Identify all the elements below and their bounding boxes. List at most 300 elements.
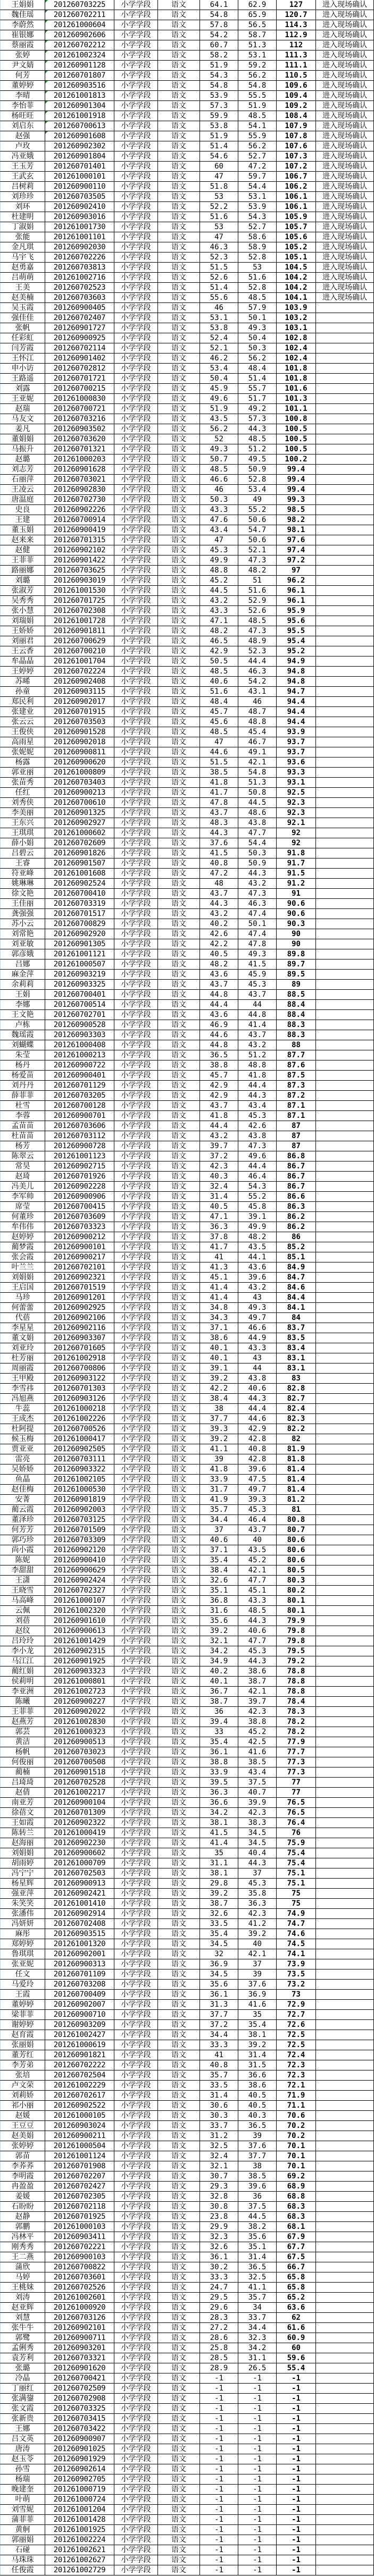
status-cell[interactable] [316, 2010, 374, 2020]
total-cell[interactable]: 76.4 [277, 1818, 316, 1828]
stage-cell[interactable]: 小学学段 [114, 535, 158, 545]
score1-cell[interactable]: 31.2 [200, 2131, 238, 2141]
score1-cell[interactable]: 32.8 [200, 2192, 238, 2202]
name-cell[interactable]: 王美 [1, 283, 45, 293]
stage-cell[interactable]: 小学学段 [114, 333, 158, 343]
stage-cell[interactable]: 小学学段 [114, 313, 158, 323]
subject-cell[interactable]: 语文 [158, 1828, 200, 1838]
subject-cell[interactable]: 语文 [158, 2081, 200, 2091]
subject-cell[interactable]: 语文 [158, 1757, 200, 1767]
stage-cell[interactable]: 小学学段 [114, 404, 158, 414]
status-cell[interactable] [316, 2283, 374, 2293]
status-cell[interactable] [316, 1848, 374, 1858]
score1-cell[interactable]: 44.4 [200, 1121, 238, 1131]
exam-id-cell[interactable]: 201260701605 [45, 1343, 114, 1353]
score2-cell[interactable]: 40.8 [238, 1444, 277, 1454]
exam-id-cell[interactable]: 201260902102 [45, 545, 114, 555]
score2-cell[interactable]: 42.3 [238, 1707, 277, 1717]
exam-id-cell[interactable]: 201261002427 [45, 2030, 114, 2040]
subject-cell[interactable]: 语文 [158, 2020, 200, 2030]
score1-cell[interactable]: 40.1 [200, 1677, 238, 1687]
stage-cell[interactable]: 小学学段 [114, 434, 158, 444]
exam-id-cell[interactable]: 201260902003 [45, 1505, 114, 1515]
status-cell[interactable] [316, 1161, 374, 1172]
name-cell[interactable]: 王豆豆 [1, 2121, 45, 2131]
score2-cell[interactable]: 32.3 [238, 2333, 277, 2343]
score2-cell[interactable]: -1 [238, 2485, 277, 2495]
score1-cell[interactable]: 43.2 [200, 1131, 238, 1141]
stage-cell[interactable]: 小学学段 [114, 616, 158, 626]
score1-cell[interactable]: 38.6 [200, 1333, 238, 1343]
exam-id-cell[interactable]: 201261000801 [45, 1677, 114, 1687]
name-cell[interactable]: 张新贵 [1, 2414, 45, 2424]
status-cell[interactable] [316, 2262, 374, 2272]
name-cell[interactable]: 郭亚丽 [1, 768, 45, 778]
status-cell[interactable] [316, 1798, 374, 1808]
score2-cell[interactable]: 50.1 [238, 313, 277, 323]
score1-cell[interactable]: 42.2 [200, 1384, 238, 1394]
total-cell[interactable]: 112 [277, 40, 316, 50]
exam-id-cell[interactable]: 201260701925 [45, 2212, 114, 2222]
subject-cell[interactable]: 语文 [158, 61, 200, 71]
score2-cell[interactable]: 48.6 [238, 808, 277, 818]
stage-cell[interactable]: 小学学段 [114, 2303, 158, 2313]
total-cell[interactable]: 90.6 [277, 899, 316, 909]
total-cell[interactable]: 106.2 [277, 182, 316, 192]
stage-cell[interactable]: 小学学段 [114, 2353, 158, 2363]
status-cell[interactable]: 进入现场确认 [316, 232, 374, 242]
status-cell[interactable]: 进入现场确认 [316, 172, 374, 182]
status-cell[interactable] [316, 1677, 374, 1687]
subject-cell[interactable]: 语文 [158, 1424, 200, 1434]
total-cell[interactable]: 91.2 [277, 879, 316, 889]
stage-cell[interactable]: 小学学段 [114, 1868, 158, 1879]
exam-id-cell[interactable]: 201260902001 [45, 1949, 114, 1959]
score1-cell[interactable]: 28.5 [200, 2353, 238, 2363]
total-cell[interactable]: 87.7 [277, 1050, 316, 1060]
total-cell[interactable]: 92.3 [277, 798, 316, 808]
total-cell[interactable]: 67.9 [277, 2232, 316, 2242]
score2-cell[interactable]: 54.3 [238, 1182, 277, 1192]
exam-id-cell[interactable]: 201260903019 [45, 576, 114, 586]
score1-cell[interactable]: 32 [200, 1949, 238, 1959]
exam-id-cell[interactable]: 201261000719 [45, 2485, 114, 2495]
total-cell[interactable]: 87.1 [277, 1101, 316, 1111]
name-cell[interactable]: 郭苗 [1, 2151, 45, 2161]
name-cell[interactable]: 刘环 [1, 202, 45, 212]
score1-cell[interactable]: 47 [200, 737, 238, 747]
name-cell[interactable]: 赵海丽 [1, 1838, 45, 1848]
score2-cell[interactable]: 62.9 [238, 0, 277, 10]
name-cell[interactable]: 强佳佳 [1, 313, 45, 323]
stage-cell[interactable]: 小学学段 [114, 2272, 158, 2283]
exam-id-cell[interactable]: 201260703208 [45, 1980, 114, 1990]
status-cell[interactable] [316, 414, 374, 424]
stage-cell[interactable]: 小学学段 [114, 91, 158, 101]
score2-cell[interactable]: 51.6 [238, 273, 277, 283]
score1-cell[interactable]: 32.6 [200, 1909, 238, 1919]
score2-cell[interactable]: 44.4 [238, 1404, 277, 1414]
stage-cell[interactable]: 小学学段 [114, 1515, 158, 1525]
status-cell[interactable] [316, 1030, 374, 1040]
score2-cell[interactable]: 45.3 [238, 1111, 277, 1121]
score1-cell[interactable]: 47.1 [200, 1212, 238, 1222]
subject-cell[interactable]: 语文 [158, 1363, 200, 1374]
exam-id-cell[interactable]: 201260902614 [45, 2464, 114, 2474]
total-cell[interactable]: 107.6 [277, 141, 316, 151]
subject-cell[interactable]: 语文 [158, 1959, 200, 1969]
score1-cell[interactable]: 41.4 [200, 1283, 238, 1293]
score2-cell[interactable]: 50.9 [238, 465, 277, 475]
total-cell[interactable]: 68.9 [277, 2182, 316, 2192]
total-cell[interactable]: 106.1 [277, 192, 316, 202]
score1-cell[interactable]: 30.3 [200, 2111, 238, 2121]
status-cell[interactable] [316, 1273, 374, 1283]
name-cell[interactable]: 马友文 [1, 414, 45, 424]
name-cell[interactable]: 杜建明 [1, 212, 45, 222]
status-cell[interactable] [316, 2384, 374, 2394]
total-cell[interactable]: 84.9 [277, 1262, 316, 1273]
exam-id-cell[interactable]: 201260900410 [45, 1555, 114, 1565]
score1-cell[interactable]: 40.1 [200, 1353, 238, 1363]
score1-cell[interactable]: 39 [200, 1454, 238, 1464]
status-cell[interactable] [316, 2091, 374, 2101]
score1-cell[interactable]: 40.5 [200, 1202, 238, 1212]
total-cell[interactable]: 92.5 [277, 788, 316, 798]
total-cell[interactable]: 97.2 [277, 555, 316, 566]
subject-cell[interactable]: 语文 [158, 1525, 200, 1535]
stage-cell[interactable]: 小学学段 [114, 525, 158, 535]
score2-cell[interactable]: 48.7 [238, 707, 277, 717]
stage-cell[interactable]: 小学学段 [114, 757, 158, 768]
total-cell[interactable]: 80.2 [277, 1586, 316, 1596]
status-cell[interactable] [316, 465, 374, 475]
exam-id-cell[interactable]: 201261000105 [45, 2111, 114, 2121]
stage-cell[interactable]: 小学学段 [114, 2050, 158, 2060]
stage-cell[interactable]: 小学学段 [114, 2373, 158, 2384]
stage-cell[interactable]: 小学学段 [114, 727, 158, 737]
total-cell[interactable]: 75.4 [277, 1848, 316, 1858]
score2-cell[interactable]: 49 [238, 495, 277, 505]
subject-cell[interactable]: 语文 [158, 1990, 200, 2000]
stage-cell[interactable]: 小学学段 [114, 1192, 158, 1202]
score1-cell[interactable]: 42.3 [200, 1161, 238, 1172]
status-cell[interactable] [316, 2242, 374, 2252]
total-cell[interactable]: 99.4 [277, 475, 316, 485]
stage-cell[interactable]: 小学学段 [114, 2010, 158, 2020]
stage-cell[interactable]: 小学学段 [114, 586, 158, 596]
exam-id-cell[interactable]: 201261001101 [45, 232, 114, 242]
total-cell[interactable]: 86.6 [277, 1192, 316, 1202]
total-cell[interactable]: 89.5 [277, 970, 316, 980]
score1-cell[interactable]: 36 [200, 1707, 238, 1717]
name-cell[interactable]: 蔺梦霞 [1, 1242, 45, 1252]
exam-id-cell[interactable]: 201261000504 [45, 2141, 114, 2151]
exam-id-cell[interactable]: 201260900701 [45, 1111, 114, 1121]
stage-cell[interactable]: 小学学段 [114, 2141, 158, 2151]
status-cell[interactable] [316, 1747, 374, 1757]
subject-cell[interactable]: 语文 [158, 1141, 200, 1151]
stage-cell[interactable]: 小学学段 [114, 2545, 158, 2555]
score2-cell[interactable]: 51.7 [238, 394, 277, 404]
score1-cell[interactable]: 33.5 [200, 2081, 238, 2091]
status-cell[interactable] [316, 747, 374, 757]
exam-id-cell[interactable]: 201261001429 [45, 1636, 114, 1646]
total-cell[interactable]: -1 [277, 2444, 316, 2454]
score1-cell[interactable]: 40.6 [200, 1535, 238, 1545]
stage-cell[interactable]: 小学学段 [114, 1606, 158, 1616]
subject-cell[interactable]: 语文 [158, 2202, 200, 2212]
status-cell[interactable] [316, 798, 374, 808]
total-cell[interactable]: -1 [277, 2414, 316, 2424]
exam-id-cell[interactable]: 201260700410 [45, 889, 114, 899]
subject-cell[interactable]: 语文 [158, 303, 200, 313]
name-cell[interactable]: 张婷婷 [1, 2141, 45, 2151]
status-cell[interactable]: 进入现场确认 [316, 293, 374, 303]
subject-cell[interactable]: 语文 [158, 1020, 200, 1030]
score2-cell[interactable]: 43.5 [238, 1545, 277, 1555]
stage-cell[interactable]: 小学学段 [114, 667, 158, 677]
subject-cell[interactable]: 语文 [158, 1091, 200, 1101]
score1-cell[interactable]: 40.3 [200, 1172, 238, 1182]
stage-cell[interactable]: 小学学段 [114, 2131, 158, 2141]
score1-cell[interactable]: 48.5 [200, 667, 238, 677]
exam-id-cell[interactable]: 201260901826 [45, 848, 114, 858]
stage-cell[interactable]: 小学学段 [114, 2293, 158, 2303]
score1-cell[interactable]: 51.6 [200, 212, 238, 222]
status-cell[interactable] [316, 424, 374, 434]
name-cell[interactable]: 任红 [1, 788, 45, 798]
score1-cell[interactable]: 36.1 [200, 2252, 238, 2262]
status-cell[interactable] [316, 697, 374, 707]
name-cell[interactable]: 冉盈盈 [1, 2182, 45, 2192]
exam-id-cell[interactable]: 201260900217 [45, 1252, 114, 1262]
exam-id-cell[interactable]: 201260702617 [45, 2091, 114, 2101]
status-cell[interactable] [316, 1778, 374, 1788]
total-cell[interactable]: 97 [277, 566, 316, 576]
subject-cell[interactable]: 语文 [158, 151, 200, 162]
subject-cell[interactable]: 语文 [158, 1515, 200, 1525]
status-cell[interactable]: 进入现场确认 [316, 283, 374, 293]
score2-cell[interactable]: 41.5 [238, 959, 277, 970]
name-cell[interactable]: 王睿 [1, 858, 45, 869]
stage-cell[interactable]: 小学学段 [114, 1757, 158, 1767]
exam-id-cell[interactable]: 201261000530 [45, 1485, 114, 1495]
score1-cell[interactable]: 41.4 [200, 1838, 238, 1848]
exam-id-cell[interactable]: 201260700210 [45, 646, 114, 656]
exam-id-cell[interactable]: 201260903411 [45, 2232, 114, 2242]
name-cell[interactable]: 石碰 [1, 2545, 45, 2555]
name-cell[interactable]: 符亚峰 [1, 869, 45, 879]
status-cell[interactable] [316, 2151, 374, 2161]
score2-cell[interactable]: 41.2 [238, 1919, 277, 1929]
score2-cell[interactable]: 43 [238, 1353, 277, 1363]
exam-id-cell[interactable]: 201260902715 [45, 1161, 114, 1172]
status-cell[interactable] [316, 919, 374, 929]
stage-cell[interactable]: 小学学段 [114, 1141, 158, 1151]
score2-cell[interactable]: 41.4 [238, 1020, 277, 1030]
score1-cell[interactable]: 45.2 [200, 576, 238, 586]
name-cell[interactable]: 刘秀侠 [1, 798, 45, 808]
total-cell[interactable]: 80.6 [277, 1535, 316, 1545]
score2-cell[interactable]: -1 [238, 2434, 277, 2444]
score2-cell[interactable]: 56.2 [238, 353, 277, 364]
score2-cell[interactable]: 50.3 [238, 343, 277, 353]
score2-cell[interactable]: 46.3 [238, 899, 277, 909]
score1-cell[interactable]: 43.7 [200, 889, 238, 899]
subject-cell[interactable]: 语文 [158, 1182, 200, 1192]
score2-cell[interactable]: 52.6 [238, 606, 277, 616]
status-cell[interactable] [316, 2303, 374, 2313]
subject-cell[interactable]: 语文 [158, 555, 200, 566]
score2-cell[interactable]: 54.3 [238, 212, 277, 222]
score1-cell[interactable]: 39.3 [200, 1424, 238, 1434]
score1-cell[interactable]: 35.4 [200, 1737, 238, 1747]
score2-cell[interactable]: 56.2 [238, 141, 277, 151]
stage-cell[interactable]: 小学学段 [114, 1151, 158, 1161]
total-cell[interactable]: -1 [277, 2485, 316, 2495]
status-cell[interactable] [316, 1323, 374, 1333]
stage-cell[interactable]: 小学学段 [114, 2232, 158, 2242]
exam-id-cell[interactable]: 201260901608 [45, 131, 114, 141]
name-cell[interactable]: 李荞荞 [1, 2161, 45, 2171]
total-cell[interactable]: -1 [277, 2464, 316, 2474]
exam-id-cell[interactable]: 201260902030 [45, 242, 114, 252]
exam-id-cell[interactable]: 201261002217 [45, 1788, 114, 1798]
name-cell[interactable]: 李明霞 [1, 2171, 45, 2182]
stage-cell[interactable]: 小学学段 [114, 2161, 158, 2171]
score1-cell[interactable]: 44.4 [200, 1000, 238, 1010]
subject-cell[interactable]: 语文 [158, 707, 200, 717]
exam-id-cell[interactable]: 201260702528 [45, 1778, 114, 1788]
stage-cell[interactable]: 小学学段 [114, 222, 158, 232]
score1-cell[interactable]: 46.5 [200, 636, 238, 646]
subject-cell[interactable]: 语文 [158, 2363, 200, 2373]
subject-cell[interactable]: 语文 [158, 1838, 200, 1848]
total-cell[interactable]: 87.6 [277, 1060, 316, 1071]
score2-cell[interactable]: 52.8 [238, 283, 277, 293]
stage-cell[interactable]: 小学学段 [114, 1343, 158, 1353]
status-cell[interactable] [316, 2323, 374, 2333]
exam-id-cell[interactable]: 201260703111 [45, 1454, 114, 1464]
stage-cell[interactable]: 小学学段 [114, 2495, 158, 2505]
stage-cell[interactable]: 小学学段 [114, 303, 158, 313]
total-cell[interactable]: 102.8 [277, 333, 316, 343]
status-cell[interactable] [316, 1646, 374, 1656]
name-cell[interactable]: 李怡菲 [1, 101, 45, 111]
subject-cell[interactable]: 语文 [158, 1697, 200, 1707]
total-cell[interactable]: 86 [277, 1232, 316, 1242]
score1-cell[interactable]: 38 [200, 1404, 238, 1414]
name-cell[interactable]: 赵倩 [1, 1788, 45, 1798]
exam-id-cell[interactable]: 201260901821 [45, 2050, 114, 2060]
subject-cell[interactable]: 语文 [158, 646, 200, 656]
name-cell[interactable]: 丁丽红 [1, 2384, 45, 2394]
score2-cell[interactable]: 44.3 [238, 424, 277, 434]
subject-cell[interactable]: 语文 [158, 273, 200, 283]
status-cell[interactable] [316, 808, 374, 818]
score2-cell[interactable]: 42.3 [238, 1909, 277, 1919]
total-cell[interactable]: 70.2 [277, 2131, 316, 2141]
status-cell[interactable] [316, 505, 374, 515]
status-cell[interactable] [316, 1151, 374, 1161]
status-cell[interactable] [316, 980, 374, 990]
stage-cell[interactable]: 小学学段 [114, 1434, 158, 1444]
score1-cell[interactable]: 30.6 [200, 2101, 238, 2111]
stage-cell[interactable]: 小学学段 [114, 980, 158, 990]
score1-cell[interactable]: 38.4 [200, 1565, 238, 1576]
stage-cell[interactable]: 小学学段 [114, 2505, 158, 2515]
score2-cell[interactable]: 47.3 [238, 1141, 277, 1151]
stage-cell[interactable]: 小学学段 [114, 869, 158, 879]
score2-cell[interactable]: 34.5 [238, 1828, 277, 1838]
score1-cell[interactable]: 33.7 [200, 2121, 238, 2131]
name-cell[interactable]: 郑婷婷 [1, 1939, 45, 1949]
exam-id-cell[interactable]: 201261002918 [45, 1353, 114, 1363]
exam-id-cell[interactable]: 201260703813 [45, 263, 114, 273]
exam-id-cell[interactable]: 201260702408 [45, 1919, 114, 1929]
score2-cell[interactable]: 39.7 [238, 1697, 277, 1707]
score1-cell[interactable]: 47.6 [200, 515, 238, 525]
exam-id-cell[interactable]: 201261001728 [45, 616, 114, 626]
exam-id-cell[interactable]: 201260901201 [45, 1293, 114, 1303]
score2-cell[interactable]: 42.1 [238, 1949, 277, 1959]
score1-cell[interactable]: 39.2 [200, 1626, 238, 1636]
score2-cell[interactable]: 31.1 [238, 2353, 277, 2363]
score1-cell[interactable]: -1 [200, 2505, 238, 2515]
status-cell[interactable] [316, 949, 374, 959]
subject-cell[interactable]: 语文 [158, 1495, 200, 1505]
subject-cell[interactable]: 语文 [158, 222, 200, 232]
score1-cell[interactable]: 41 [200, 2050, 238, 2060]
total-cell[interactable]: 104.1 [277, 293, 316, 303]
exam-id-cell[interactable]: 201261002621 [45, 2545, 114, 2555]
status-cell[interactable] [316, 2272, 374, 2283]
score2-cell[interactable]: 49.3 [238, 323, 277, 333]
total-cell[interactable]: 85.1 [277, 1252, 316, 1262]
subject-cell[interactable]: 语文 [158, 131, 200, 141]
status-cell[interactable] [316, 848, 374, 858]
score2-cell[interactable]: 47.7 [238, 1576, 277, 1586]
name-cell[interactable]: 魏瑶霞 [1, 1030, 45, 1040]
score2-cell[interactable]: -1 [238, 2454, 277, 2464]
score1-cell[interactable]: 32.3 [200, 2232, 238, 2242]
score2-cell[interactable]: -1 [238, 2414, 277, 2424]
subject-cell[interactable]: 语文 [158, 1555, 200, 1565]
status-cell[interactable] [316, 2020, 374, 2030]
stage-cell[interactable]: 小学学段 [114, 970, 158, 980]
subject-cell[interactable]: 语文 [158, 323, 200, 333]
score2-cell[interactable]: 49.6 [238, 1151, 277, 1161]
score2-cell[interactable]: 59.7 [238, 172, 277, 182]
exam-id-cell[interactable]: 201261001925 [45, 2525, 114, 2535]
score2-cell[interactable]: 37.5 [238, 1778, 277, 1788]
score2-cell[interactable]: 41.8 [238, 1071, 277, 1081]
subject-cell[interactable]: 语文 [158, 1404, 200, 1414]
stage-cell[interactable]: 小学学段 [114, 384, 158, 394]
name-cell[interactable]: 牛蕊 [1, 1404, 45, 1414]
status-cell[interactable] [316, 677, 374, 687]
stage-cell[interactable]: 小学学段 [114, 687, 158, 697]
name-cell[interactable]: 蒲菲菲 [1, 2515, 45, 2525]
exam-id-cell[interactable]: 201260901628 [45, 465, 114, 475]
total-cell[interactable]: 83.1 [277, 1353, 316, 1363]
score2-cell[interactable]: 39 [238, 1969, 277, 1980]
subject-cell[interactable]: 语文 [158, 626, 200, 636]
name-cell[interactable]: 王路遥 [1, 374, 45, 384]
name-cell[interactable]: 申小访 [1, 364, 45, 374]
score1-cell[interactable]: 51.9 [200, 131, 238, 141]
